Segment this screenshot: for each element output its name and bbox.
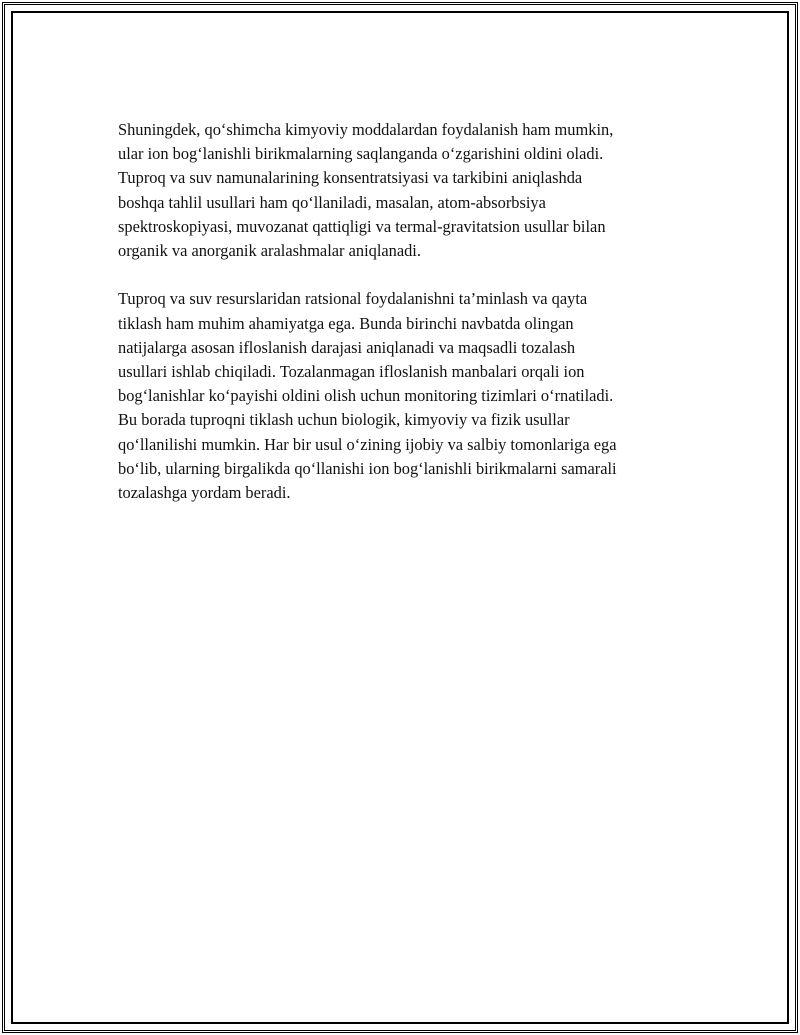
text-line: natijalarga asosan ifloslanish darajasi aniqlanadi va maqsadli tozalash xyxy=(118,337,576,357)
text-line: organik va anorganik aralashmalar aniqlanadi. xyxy=(118,241,421,261)
text-line: Shuningdek, qo‘shimcha kimyoviy moddalardan foydalanish ham mumkin, xyxy=(118,120,614,139)
text-line: spektroskopiyasi, muvozanat qattiqligi va termal-gravitatsion usullar bilan xyxy=(118,216,606,236)
paragraph-2 xyxy=(118,287,688,505)
text-line: Bu borada tuproqni tiklash uchun biologik, kimyoviy va fizik usullar xyxy=(118,410,570,430)
text-line: bo‘lib, ularning birgalikda qo‘llanishi ion bog‘lanishli birikmalarni samarali xyxy=(118,458,617,478)
document-body xyxy=(118,118,688,505)
text-line: boshqa tahlil usullari ham qo‘llaniladi, masalan, atom-absorbsiya xyxy=(118,192,546,212)
text-line: tiklash ham muhim ahamiyatga ega. Bunda birinchi navbatda olingan xyxy=(118,313,574,333)
text-line: Tuproq va suv resurslaridan ratsional foydalanishni ta’minlash va qayta xyxy=(118,289,588,309)
text-line: qo‘llanilishi mumkin. Har bir usul o‘zining ijobiy va salbiy tomonlariga ega xyxy=(118,434,617,454)
text-line: tozalashga yordam beradi. xyxy=(118,483,291,503)
text-line: bog‘lanishlar ko‘payishi oldini olish uchun monitoring tizimlari o‘rnatiladi. xyxy=(118,386,614,406)
paragraph-1 xyxy=(118,118,688,263)
text-line: usullari ishlab chiqiladi. Tozalanmagan ifloslanish manbalari orqali ion xyxy=(118,362,585,382)
text-line: ular ion bog‘lanishli birikmalarning saqlanganda o‘zgarishini oldini oladi. xyxy=(118,144,604,164)
text-line: Tuproq va suv namunalarining konsentratsiyasi va tarkibini aniqlashda xyxy=(118,168,583,188)
